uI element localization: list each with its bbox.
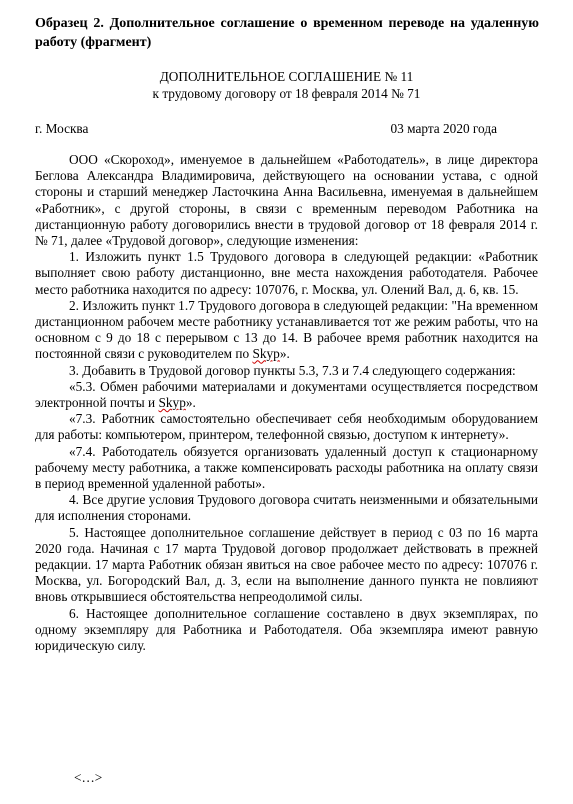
paragraph-2	[35, 298, 538, 363]
place-and-date	[35, 121, 497, 137]
paragraph-4: 4. Все другие условия Трудового договора считать неизменными и обязательными для исполнения сторонами.	[35, 492, 538, 524]
clause-5-3-end: ».	[185, 395, 196, 411]
paragraph-2-end: ».	[279, 346, 290, 362]
skyp-word: Skyp	[158, 395, 186, 411]
paragraph-3: 3. Добавить в Трудовой договор пункты 5.3, 7.3 и 7.4 следующего содержания:	[69, 362, 516, 378]
paragraph-1: 1. Изложить пункт 1.5 Трудового договора в следующей редакции: «Работник выполняет свою работу дистанционно, вне места нахождения работодателя. Рабочее место работника находится по адресу: 107076, г. Москва, ул. Олений Вал, д. 6, кв. 15.	[35, 249, 538, 297]
paragraph-2-text: 2. Изложить пункт 1.7 Трудового договора в следующей редакции: "На временном дистанционном рабочем месте работнику устанавливается тот же режим работы, что на основном с 9 до 18 с перерывом с 13 до 14. В рабочее время работник находится на постоянной связи с руководителем по	[35, 297, 538, 362]
skyp-word: Skyp	[252, 346, 280, 362]
agreement-title	[0, 68, 573, 102]
paragraph-intro: ООО «Скороход», именуемое в дальнейшем «Работодатель», в лице директора Беглова Александра Владимировича, действующего на основании устава, с одной стороны и старший менеджер Ласточкина Анна Васильевна, именуемая в дальнейшем «Работник», с другой стороны, в связи с временным переводом Работника на дистанционную работу договорились внести в трудовой договор от 18 февраля 2014 г. № 71, далее «Трудовой договор», следующие изменения:	[35, 152, 538, 249]
omission-mark: <…>	[74, 770, 103, 785]
paragraph-5: 5. Настоящее дополнительное соглашение действует в период с 03 по 16 марта 2020 года. Начиная с 17 марта Трудовой договор продолжает действовать в прежней редакции. 17 марта Работник обязан явиться на свое рабочее место по адресу: 107076 г. Москва, ул. Богородский Вал, д. 3, если на выполнение данного пункта не повлияют вновь открывшиеся обстоятельства непреодолимой силы.	[35, 524, 538, 605]
paragraph-6: 6. Настоящее дополнительное соглашение составлено в двух экземплярах, по одному экземпляру для Работника и Работодателя. Оба экземпляра имеют равную юридическую силу.	[35, 605, 538, 654]
clause-7-3: «7.3. Работник самостоятельно обеспечивает себя необходимым оборудованием для работы: компьютером, принтером, телефонной связью, доступом к интернету».	[35, 411, 538, 443]
clause-7-4: «7.4. Работодатель обязуется организовать удаленный доступ к стационарному рабочему месту работника, а также компенсировать расходы работника на оплату связи в период временной удаленной работы».	[35, 443, 538, 492]
agreement-title-line1: ДОПОЛНИТЕЛЬНОЕ СОГЛАШЕНИЕ № 11	[159, 69, 414, 84]
agreement-body	[35, 152, 538, 654]
clause-5-3	[35, 379, 538, 411]
city: г. Москва	[35, 121, 89, 136]
date: 03 марта 2020 года	[390, 121, 497, 136]
clause-5-3-text: «5.3. Обмен рабочими материалами и документами осуществляется посредством электронной почты и	[35, 378, 538, 411]
sample-heading: Образец 2. Дополнительное соглашение о временном переводе на удаленную работу (фрагмент)	[35, 16, 539, 50]
agreement-title-line2: к трудовому договору от 18 февраля 2014 № 71	[152, 86, 421, 101]
